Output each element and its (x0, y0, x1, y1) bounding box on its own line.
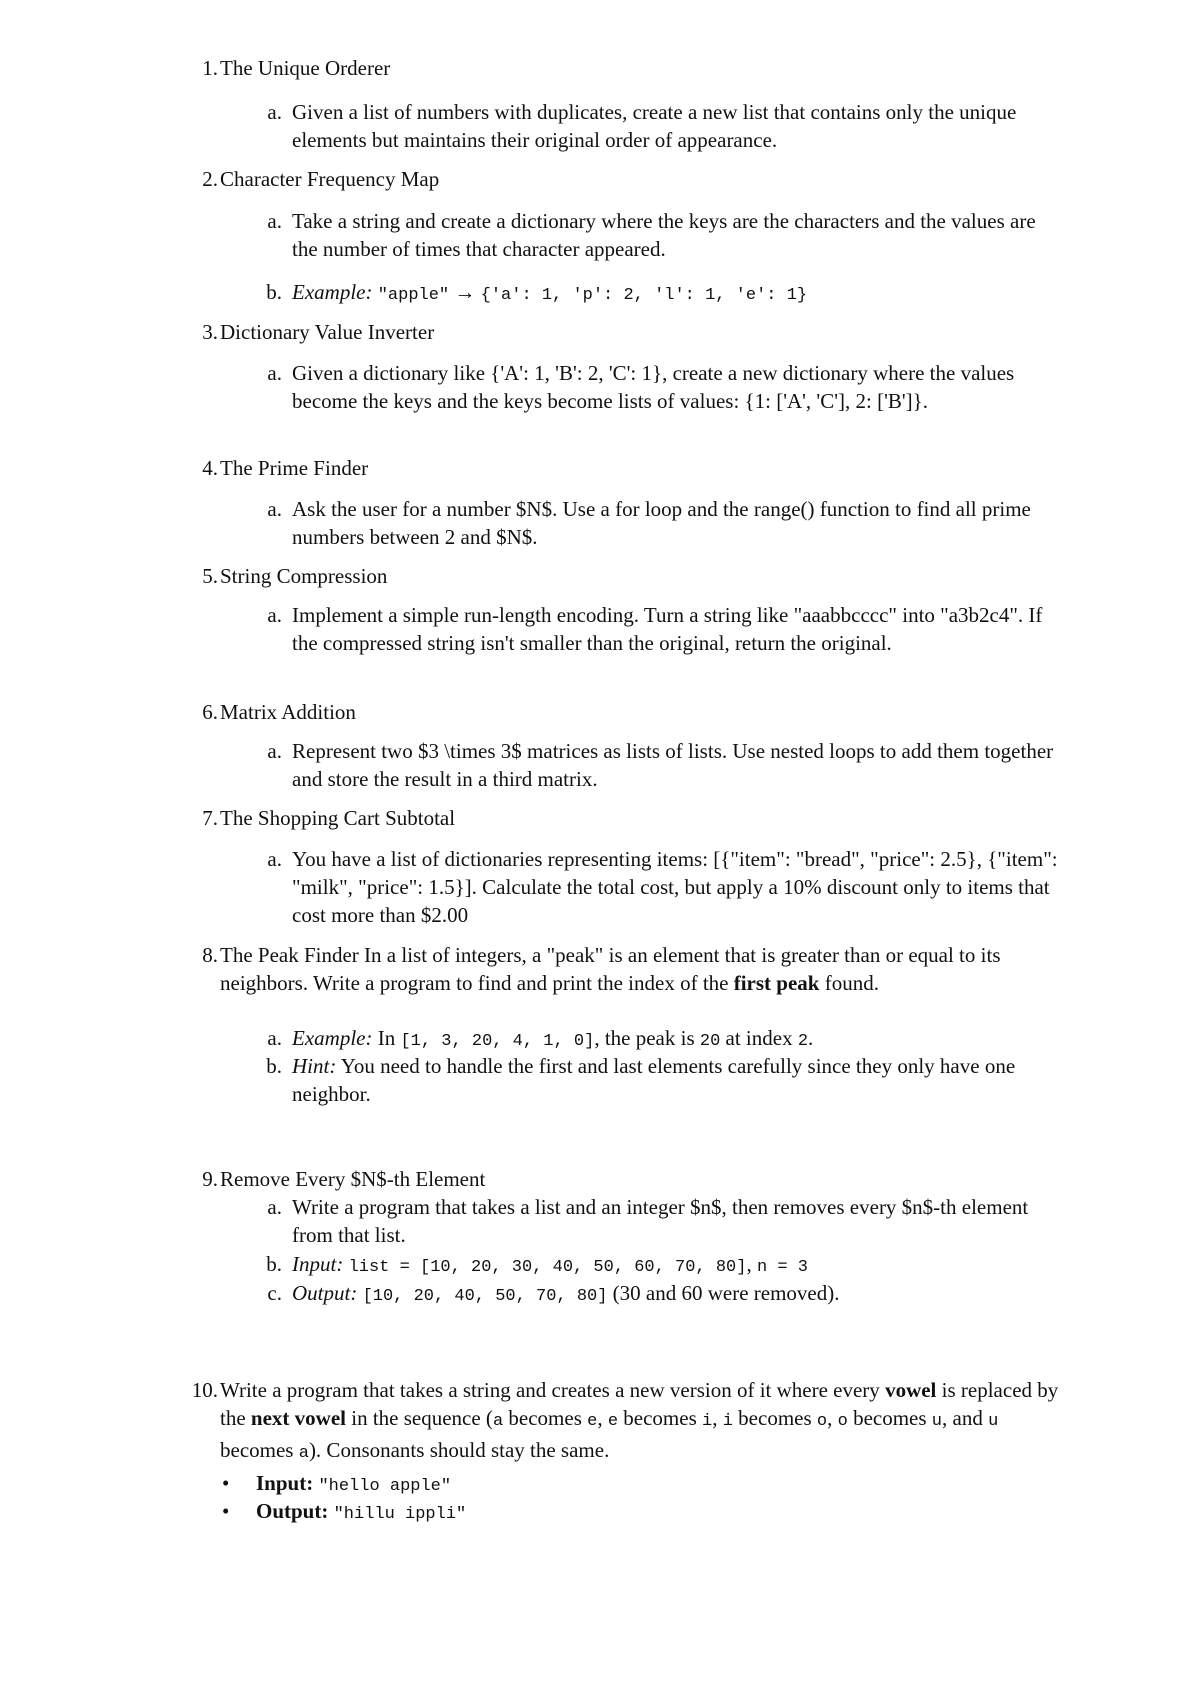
hint-text: You need to handle the first and last elements carefully since they only have one neighbor. (292, 1054, 1016, 1106)
bold-text: next vowel (250, 1406, 346, 1430)
item-title: The Shopping Cart Subtotal (220, 806, 456, 830)
peak-index: 2 (797, 1032, 809, 1051)
text: In (372, 1026, 401, 1050)
item-title: The Prime Finder (220, 456, 369, 480)
sub-label: a. (267, 1195, 282, 1219)
example-input: "apple" (377, 286, 450, 305)
code: e (607, 1412, 619, 1431)
output-label: Output: (292, 1281, 358, 1305)
code: i (722, 1412, 733, 1431)
code: u (931, 1412, 942, 1431)
text: , (712, 1406, 723, 1430)
sub-label: c. (267, 1281, 282, 1305)
code: e (587, 1412, 598, 1431)
item-9-sub-a: Write a program that takes a list and an integer $n$, then removes every $n$-th element from that list. (292, 1195, 1029, 1247)
item-title: Remove Every $N$-th Element (220, 1167, 486, 1191)
item-10-title (220, 1376, 1060, 1468)
item-title: Matrix Addition (220, 700, 356, 724)
code: a (492, 1412, 504, 1431)
sub-label: a. (267, 1026, 282, 1050)
text: becomes (847, 1406, 932, 1430)
item-number: 10. (191, 1378, 218, 1402)
text: , (597, 1406, 608, 1430)
output-list: [10, 20, 40, 50, 70, 80] (362, 1287, 608, 1306)
sub-label: a. (267, 100, 282, 124)
code: o (837, 1412, 848, 1431)
item-5-sub-a: Implement a simple run-length encoding. Turn a string like "aaabbcccc" into "a3b2c4". If the compressed string isn't smaller than the original, return the original. (292, 603, 1043, 655)
sub-label: a. (267, 209, 282, 233)
item-7-sub-a: You have a list of dictionaries representing items: [{"item": "bread", "price": 2.5}, {"item": "milk", "price": 1.5}]. Calculate the total cost, but apply a 10% discount only to items that cost more than $2.00 (292, 847, 1058, 927)
sub-label: a. (267, 847, 282, 871)
item-number: 1. (202, 56, 218, 80)
output-label: Output: (256, 1499, 329, 1523)
text: , and (942, 1406, 989, 1430)
item-2-sub-a: Take a string and create a dictionary where the keys are the characters and the values are the number of times that character appeared. (292, 209, 1036, 261)
item-title: String Compression (220, 564, 388, 588)
item-title: The Unique Orderer (220, 56, 391, 80)
code: o (816, 1412, 828, 1431)
item-3-sub-a: Given a dictionary like {'A': 1, 'B': 2, 'C': 1}, create a new dictionary where the values become the keys and the keys become lists of values: {1: ['A', 'C'], 2: ['B']}. (292, 361, 1015, 413)
example-output: {'a': 1, 'p': 2, 'l': 1, 'e': 1} (480, 286, 808, 305)
sub-label: a. (267, 361, 282, 385)
hint-label: Hint: (292, 1054, 337, 1078)
item-number: 3. (202, 320, 218, 344)
item-title: Dictionary Value Inverter (220, 320, 435, 344)
code: u (988, 1412, 999, 1431)
text: ). Consonants should stay the same. (308, 1438, 610, 1462)
sub-label: b. (266, 1252, 282, 1276)
sub-label: b. (266, 1054, 282, 1078)
input-list: list = [10, 20, 30, 40, 50, 60, 70, 80] (348, 1258, 747, 1277)
sub-label: a. (267, 739, 282, 763)
bold-text: vowel (885, 1378, 937, 1402)
output-note: (30 and 60 were removed). (607, 1281, 840, 1305)
item-number: 6. (202, 700, 218, 724)
input-n: n = 3 (756, 1258, 808, 1277)
text: . (808, 1026, 814, 1050)
arrow-icon: → (454, 280, 476, 304)
text: , the peak is (594, 1026, 700, 1050)
text: Write a program that takes a string and creates a new version of it where every (220, 1378, 886, 1402)
item-10-output (256, 1497, 1022, 1529)
item-1-sub-a: Given a list of numbers with duplicates, create a new list that contains only the unique elements but maintains their original order of appearance. (292, 100, 1017, 152)
item-8-title (220, 941, 1060, 997)
item-4-sub-a: Ask the user for a number $N$. Use a for loop and the range() function to find all prime numbers between 2 and $N$. (292, 497, 1031, 549)
text: becomes (503, 1406, 588, 1430)
example-list: [1, 3, 20, 4, 1, 0] (400, 1032, 595, 1051)
text: , (746, 1252, 757, 1276)
sub-label: a. (267, 497, 282, 521)
bullet-icon: • (222, 1499, 230, 1523)
text: is replaced by the (220, 1378, 1059, 1430)
item-number: 9. (202, 1167, 218, 1191)
text: at index (720, 1026, 798, 1050)
item-8-sub-b (292, 1052, 1058, 1108)
example-label: Example: (292, 280, 373, 304)
item-number: 8. (202, 943, 218, 967)
item-6-sub-a: Represent two $3 \times 3$ matrices as lists of lists. Use nested loops to add them together and store the result in a third matrix. (292, 739, 1054, 791)
input-value: "hello apple" (318, 1477, 452, 1496)
example-label: Example: (292, 1026, 373, 1050)
text: , (827, 1406, 838, 1430)
sub-label: a. (267, 603, 282, 627)
code: a (298, 1444, 309, 1463)
peak-value: 20 (699, 1032, 721, 1051)
title-bold: first peak (733, 971, 820, 995)
text: becomes (220, 1438, 299, 1462)
item-2-sub-b (292, 278, 1058, 310)
bullet-icon: • (222, 1471, 230, 1495)
text: in the sequence ( (345, 1406, 493, 1430)
item-number: 2. (202, 167, 218, 191)
item-number: 7. (202, 806, 218, 830)
title-text-end: found. (819, 971, 879, 995)
item-number: 4. (202, 456, 218, 480)
item-number: 5. (202, 564, 218, 588)
input-label: Input: (292, 1252, 344, 1276)
text: becomes (732, 1406, 817, 1430)
input-label: Input: (256, 1471, 314, 1495)
code: i (702, 1412, 713, 1431)
text: becomes (618, 1406, 703, 1430)
title-text: The Peak Finder In a list of integers, a "peak" is an element that is greater than or equal to its neighbors. Write a program to find and print the index of the (220, 943, 1001, 995)
item-9-sub-b (292, 1250, 1058, 1282)
item-title: Character Frequency Map (220, 167, 440, 191)
sub-label: b. (266, 280, 282, 304)
output-value: "hillu ippli" (333, 1505, 467, 1524)
item-9-sub-c (292, 1279, 1058, 1311)
